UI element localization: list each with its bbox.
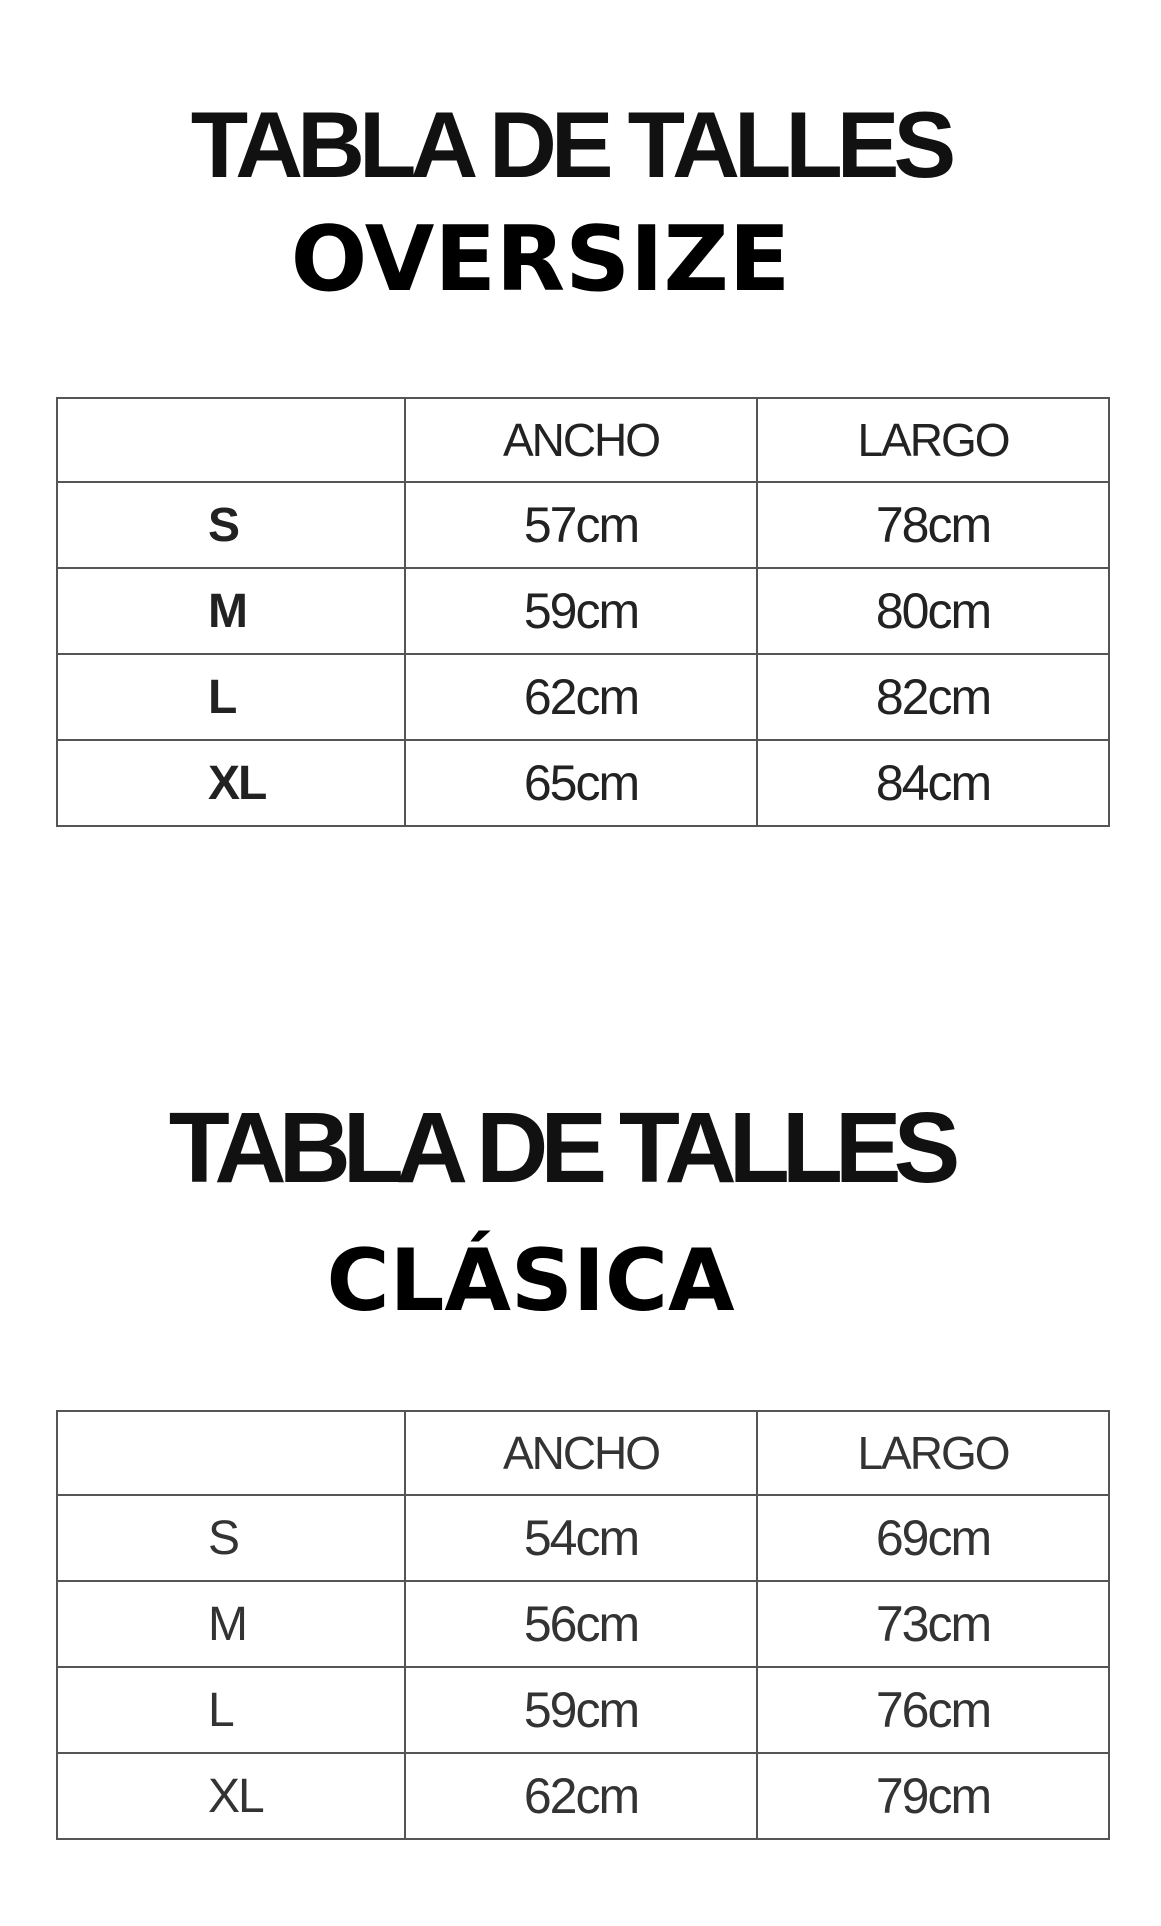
table-row [57, 1667, 1109, 1753]
size-label: XL [57, 1753, 405, 1839]
table-row [57, 568, 1109, 654]
table-header-row [57, 1411, 1109, 1495]
table-row [57, 1581, 1109, 1667]
table-header-row [57, 398, 1109, 482]
header-ancho: ANCHO [405, 398, 757, 482]
table-row [57, 482, 1109, 568]
clasica-title: TABLA DE TALLES [168, 1092, 953, 1204]
header-largo: LARGO [757, 398, 1109, 482]
ancho-value: 57cm [405, 482, 757, 568]
largo-value: 82cm [757, 654, 1109, 740]
largo-value: 76cm [757, 1667, 1109, 1753]
table-row [57, 654, 1109, 740]
ancho-value: 62cm [405, 1753, 757, 1839]
size-label: L [57, 1667, 405, 1753]
ancho-value: 54cm [405, 1495, 757, 1581]
largo-value: 69cm [757, 1495, 1109, 1581]
largo-value: 73cm [757, 1581, 1109, 1667]
largo-value: 78cm [757, 482, 1109, 568]
largo-value: 80cm [757, 568, 1109, 654]
largo-value: 84cm [757, 740, 1109, 826]
header-blank-cell [57, 1411, 405, 1495]
clasica-subtitle: CLÁSICA [326, 1231, 735, 1331]
table-row [57, 740, 1109, 826]
ancho-value: 59cm [405, 1667, 757, 1753]
size-label: L [57, 654, 405, 740]
ancho-value: 65cm [405, 740, 757, 826]
size-label: S [57, 1495, 405, 1581]
clasica-size-table [56, 1410, 1110, 1840]
oversize-title: TABLA DE TALLES [190, 92, 951, 197]
ancho-value: 62cm [405, 654, 757, 740]
header-ancho: ANCHO [405, 1411, 757, 1495]
table-row [57, 1753, 1109, 1839]
size-label: S [57, 482, 405, 568]
header-largo: LARGO [757, 1411, 1109, 1495]
oversize-size-table [56, 397, 1110, 827]
largo-value: 79cm [757, 1753, 1109, 1839]
ancho-value: 56cm [405, 1581, 757, 1667]
header-blank-cell [57, 398, 405, 482]
table-row [57, 1495, 1109, 1581]
size-label: XL [57, 740, 405, 826]
ancho-value: 59cm [405, 568, 757, 654]
size-label: M [57, 1581, 405, 1667]
oversize-subtitle: OVERSIZE [290, 207, 791, 312]
size-label: M [57, 568, 405, 654]
